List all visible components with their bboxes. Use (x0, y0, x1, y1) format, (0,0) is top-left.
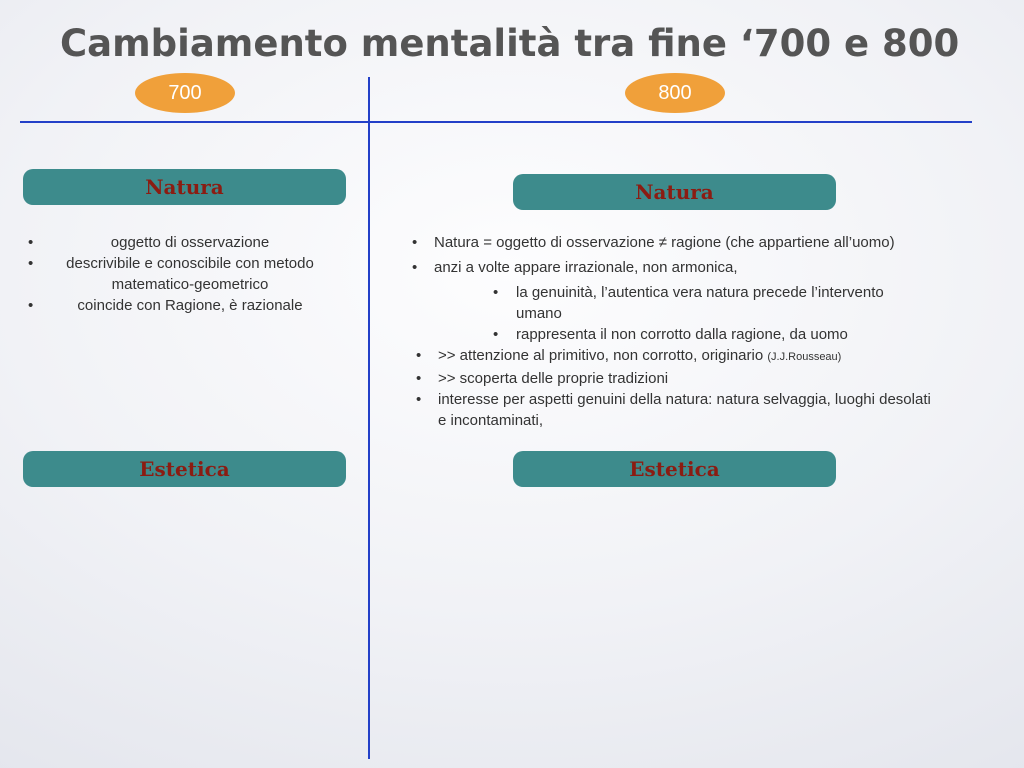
list-item-text: la genuinità, l’autentica vera natura precede l’intervento umano (516, 284, 884, 322)
badge-800: 800 (625, 73, 725, 113)
bullet-dot-icon: • (28, 255, 34, 272)
list-item-text: coincide con Ragione, è razionale (77, 297, 303, 314)
list-item (410, 368, 970, 389)
list-item (24, 232, 346, 253)
list-item-text: rappresenta il non corrotto dalla ragione, da uomo (516, 326, 848, 343)
list-item (24, 295, 346, 316)
natura-list-800 (410, 232, 970, 431)
bullet-dot-icon: • (416, 370, 422, 387)
bullet-dot-icon: • (416, 391, 422, 408)
bullet-dot-icon: • (416, 347, 422, 364)
natura-header-800: Natura (513, 174, 836, 210)
list-item (410, 345, 970, 368)
natura-header-700: Natura (23, 169, 346, 205)
list-item-text: descrivibile e conoscibile con metodo matematico-geometrico (66, 255, 314, 293)
bullet-dot-icon: • (493, 284, 499, 301)
list-item-text: >> scoperta delle proprie tradizioni (438, 370, 669, 387)
list-item-text: >> attenzione al primitivo, non corrotto, originario (438, 347, 764, 364)
list-item (410, 257, 970, 278)
list-item (24, 253, 346, 295)
bullet-dot-icon: • (28, 297, 34, 314)
list-item (410, 282, 970, 324)
bullet-dot-icon: • (493, 326, 499, 343)
list-item (410, 232, 970, 253)
badge-700: 700 (135, 73, 235, 113)
list-item-text: interesse per aspetti genuini della natura: natura selvaggia, luoghi desolati e incontaminati, (438, 391, 931, 429)
slide-title: Cambiamento mentalità tra fine ‘700 e 800 (60, 22, 960, 65)
estetica-header-800: Estetica (513, 451, 836, 487)
list-item-text: anzi a volte appare irrazionale, non armonica, (434, 259, 738, 276)
estetica-header-700: Estetica (23, 451, 346, 487)
horizontal-divider (20, 121, 972, 123)
list-item-text: Natura = oggetto di osservazione ≠ ragione (che appartiene all’uomo) (434, 234, 895, 251)
bullet-dot-icon: • (28, 234, 34, 251)
vertical-divider (368, 77, 370, 759)
bullet-dot-icon: • (412, 234, 418, 251)
citation-note: (J.J.Rousseau) (767, 351, 842, 363)
natura-list-700 (24, 232, 346, 316)
bullet-dot-icon: • (412, 259, 418, 276)
list-item (410, 324, 970, 345)
list-item-text: oggetto di osservazione (110, 234, 270, 251)
list-item (410, 389, 970, 431)
